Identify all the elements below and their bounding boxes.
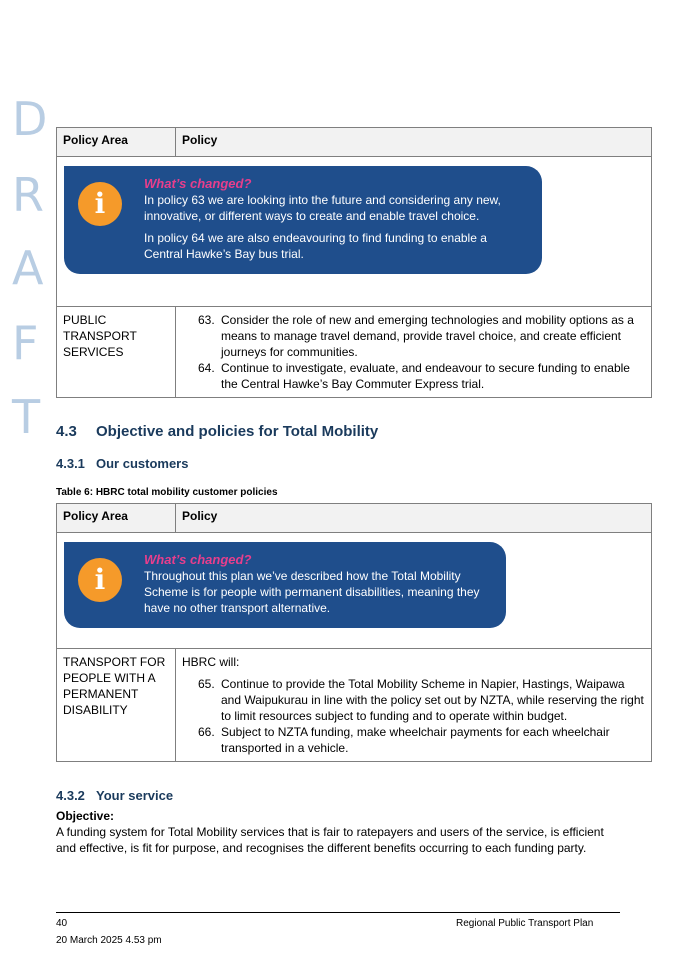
section-number: 4.3.2 bbox=[56, 788, 85, 803]
policy-intro: HBRC will: bbox=[182, 655, 240, 669]
section-heading-4-3 bbox=[56, 423, 378, 440]
header-policy: Policy bbox=[176, 128, 652, 157]
policy-item-66: 66. Subject to NZTA funding, make wheelchair payments for each wheelchair transported in a vehicle. bbox=[218, 724, 645, 756]
policy-table-total-mobility bbox=[56, 503, 652, 762]
footer-rule bbox=[56, 912, 620, 913]
policy-item-63: 63. Consider the role of new and emerging technologies and mobility options as a means to manage travel demand, provide travel choice, and create efficient journeys for communities. bbox=[218, 312, 645, 360]
draft-letter-t: T bbox=[12, 390, 41, 444]
section-title: Objective and policies for Total Mobility bbox=[96, 423, 379, 440]
policy-area-cell: PUBLIC TRANSPORT SERVICES bbox=[57, 307, 176, 398]
draft-letter-r: R bbox=[12, 168, 44, 222]
callout-text: In policy 64 we are also endeavouring to find funding to enable a Central Hawke’s Bay bus trial. bbox=[144, 231, 487, 261]
whats-changed-callout bbox=[64, 166, 542, 274]
draft-letter-d: D bbox=[12, 92, 48, 146]
document-title: Regional Public Transport Plan bbox=[456, 918, 594, 929]
page-number: 40 bbox=[56, 918, 68, 929]
section-title: Your service bbox=[96, 788, 174, 803]
policy-cell bbox=[176, 649, 652, 762]
policy-cell bbox=[176, 307, 652, 398]
info-icon: i bbox=[78, 558, 122, 602]
callout-cell bbox=[57, 157, 652, 307]
draft-letter-f: F bbox=[12, 316, 39, 370]
callout-heading: What’s changed? bbox=[144, 176, 252, 191]
section-number: 4.3 bbox=[56, 423, 77, 440]
policy-area-cell: TRANSPORT FOR PEOPLE WITH A PERMANENT DISABILITY bbox=[57, 649, 176, 762]
info-icon: i bbox=[78, 182, 122, 226]
objective-text: A funding system for Total Mobility services that is fair to ratepayers and users of the service, is efficient and effective, is fit for purpose, and recognises the different benefits occurring to each funding party. bbox=[56, 825, 604, 855]
section-number: 4.3.1 bbox=[56, 456, 85, 471]
callout-heading: What’s changed? bbox=[144, 552, 252, 567]
section-title: Our customers bbox=[96, 456, 189, 471]
policy-table-public-transport bbox=[56, 127, 652, 398]
draft-date: 20 March 2025 4.53 pm bbox=[56, 935, 162, 946]
callout-text: Throughout this plan we’ve described how the Total Mobility Scheme is for people with permanent disabilities, meaning they have no other transport alternative. bbox=[144, 569, 480, 615]
table-caption: Table 6: HBRC total mobility customer policies bbox=[56, 487, 278, 498]
policy-item-65: 65. Continue to provide the Total Mobility Scheme in Napier, Hastings, Waipawa and Waipukurau in line with the policy set out by NZTA, while reserving the right to limit resources subject to funding and to operate within budget. bbox=[218, 676, 645, 724]
objective-label: Objective: bbox=[56, 809, 115, 823]
header-policy-area: Policy Area bbox=[57, 128, 176, 157]
policy-item-64: 64. Continue to investigate, evaluate, and endeavour to secure funding to enable the Central Hawke’s Bay Commuter Express trial. bbox=[218, 360, 645, 392]
header-policy-area: Policy Area bbox=[57, 504, 176, 533]
draft-letter-a: A bbox=[12, 241, 44, 295]
callout-text: In policy 63 we are looking into the future and considering any new, innovative, or different ways to create and enable travel choice. bbox=[144, 193, 501, 223]
header-policy: Policy bbox=[176, 504, 652, 533]
section-heading-4-3-1 bbox=[56, 456, 188, 471]
section-heading-4-3-2 bbox=[56, 788, 173, 803]
callout-cell bbox=[57, 533, 652, 649]
whats-changed-callout bbox=[64, 542, 506, 628]
